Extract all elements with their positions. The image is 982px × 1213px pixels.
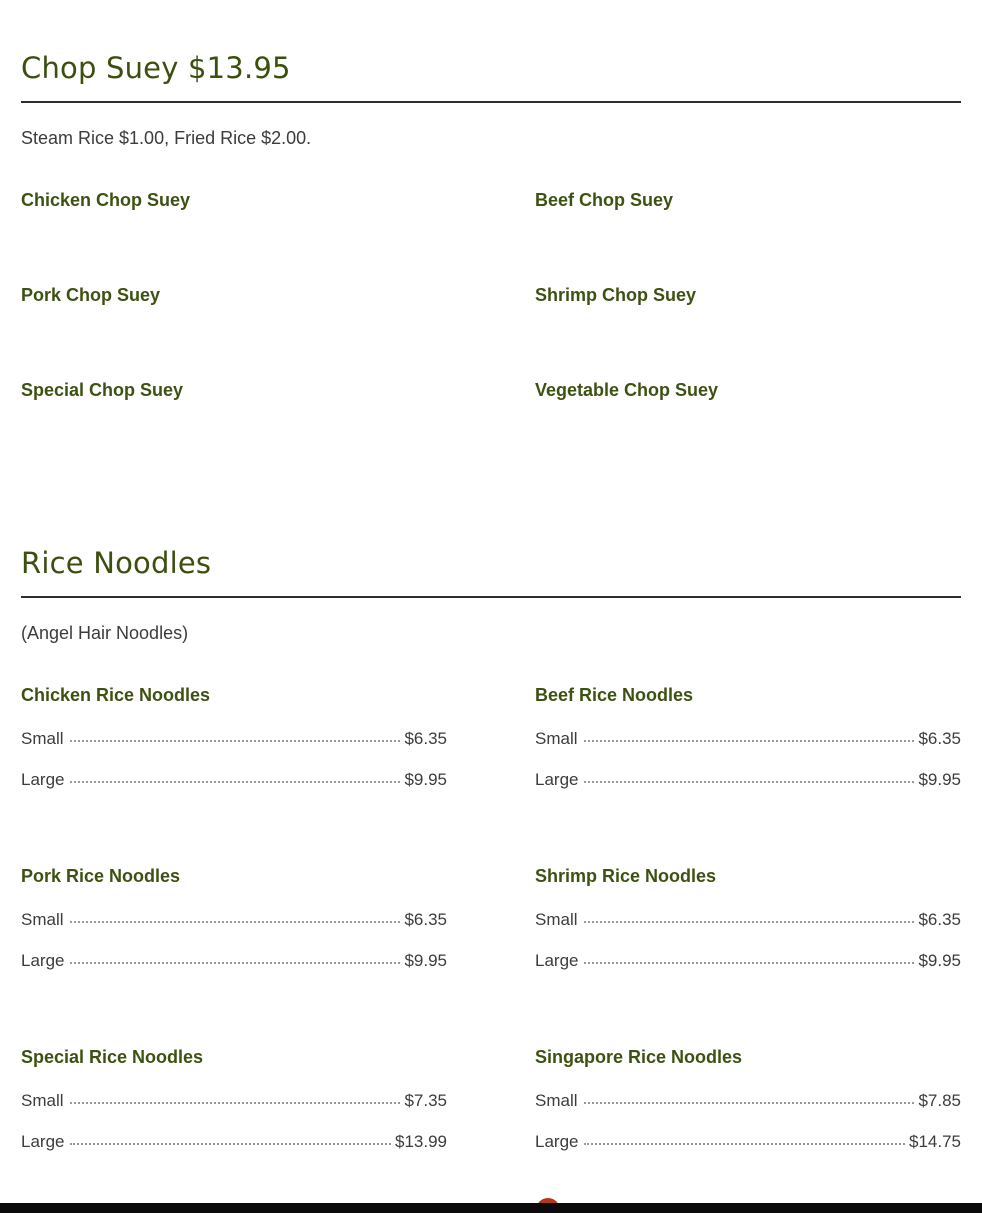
menu-item-name: Shrimp Rice Noodles xyxy=(535,866,717,886)
dot-leader xyxy=(70,740,401,742)
price-size: Large xyxy=(535,951,579,970)
menu-item xyxy=(21,378,447,402)
rice-noodles-divider xyxy=(21,596,961,598)
price-size: Small xyxy=(21,1091,64,1110)
menu-item xyxy=(535,283,961,307)
menu-item xyxy=(21,188,447,212)
menu-item-name: Pork Rice Noodles xyxy=(21,866,181,886)
price-size: Large xyxy=(21,770,65,789)
dot-leader xyxy=(70,1102,401,1104)
price-row xyxy=(535,1130,961,1154)
dot-leader xyxy=(70,921,401,923)
menu-item-name: Beef Rice Noodles xyxy=(535,685,694,705)
dot-leader xyxy=(70,1143,391,1145)
price-row xyxy=(535,727,961,751)
chop-suey-title: Chop Suey $13.95 xyxy=(21,51,291,85)
price-size: Small xyxy=(535,910,578,929)
price-row xyxy=(535,768,961,792)
menu-item-name: Beef Chop Suey xyxy=(535,190,674,210)
price-row xyxy=(21,1130,447,1154)
dot-leader xyxy=(584,740,915,742)
price-value: $9.95 xyxy=(404,951,447,970)
price-value: $6.35 xyxy=(918,910,961,929)
rice-noodles-title: Rice Noodles xyxy=(21,546,212,580)
menu-item xyxy=(535,683,961,793)
menu-item-name: Chicken Rice Noodles xyxy=(21,685,211,705)
menu-item xyxy=(21,1045,447,1155)
menu-item-name: Special Rice Noodles xyxy=(21,1047,204,1067)
chop-suey-grid xyxy=(21,150,961,450)
price-row xyxy=(21,727,447,751)
dot-leader xyxy=(584,781,914,783)
price-size: Large xyxy=(535,770,579,789)
price-value: $6.35 xyxy=(918,729,961,748)
price-value: $9.95 xyxy=(918,951,961,970)
menu-item xyxy=(21,683,447,793)
price-value: $13.99 xyxy=(395,1132,447,1151)
menu-item xyxy=(535,1045,961,1155)
menu-item xyxy=(535,378,961,402)
rice-noodles-note: (Angel Hair Noodles) xyxy=(21,623,189,643)
menu-item xyxy=(535,188,961,212)
chop-suey-section xyxy=(21,50,961,450)
price-value: $9.95 xyxy=(404,770,447,789)
menu-item xyxy=(535,864,961,974)
rice-noodles-grid xyxy=(21,645,961,1205)
price-row xyxy=(21,908,447,932)
price-value: $9.95 xyxy=(918,770,961,789)
price-size: Small xyxy=(535,729,578,748)
menu-item-name: Chicken Chop Suey xyxy=(21,190,191,210)
price-size: Large xyxy=(21,951,65,970)
dot-leader xyxy=(70,781,400,783)
chop-suey-divider xyxy=(21,101,961,103)
chop-suey-note: Steam Rice $1.00, Fried Rice $2.00. xyxy=(21,128,312,148)
menu-item xyxy=(21,283,447,307)
dot-leader xyxy=(584,1102,915,1104)
price-row xyxy=(21,1089,447,1113)
price-size: Small xyxy=(535,1091,578,1110)
dot-leader xyxy=(584,962,914,964)
price-value: $7.85 xyxy=(918,1091,961,1110)
dot-leader xyxy=(584,921,915,923)
price-row xyxy=(535,908,961,932)
price-row xyxy=(21,949,447,973)
menu-item-name: Singapore Rice Noodles xyxy=(535,1047,743,1067)
price-size: Small xyxy=(21,729,64,748)
menu-item-name: Vegetable Chop Suey xyxy=(535,380,719,400)
bottom-bar xyxy=(0,1203,982,1213)
dot-leader xyxy=(70,962,400,964)
price-value: $6.35 xyxy=(404,910,447,929)
menu-item-name: Special Chop Suey xyxy=(21,380,184,400)
price-row xyxy=(535,949,961,973)
price-value: $7.35 xyxy=(404,1091,447,1110)
menu-item xyxy=(21,864,447,974)
price-row xyxy=(535,1089,961,1113)
price-value: $6.35 xyxy=(404,729,447,748)
menu-item-name: Shrimp Chop Suey xyxy=(535,285,697,305)
rice-noodles-section xyxy=(21,545,961,1205)
price-size: Small xyxy=(21,910,64,929)
price-size: Large xyxy=(535,1132,579,1151)
price-value: $14.75 xyxy=(909,1132,961,1151)
menu-item-name: Pork Chop Suey xyxy=(21,285,161,305)
dot-leader xyxy=(584,1143,905,1145)
price-size: Large xyxy=(21,1132,65,1151)
price-row xyxy=(21,768,447,792)
